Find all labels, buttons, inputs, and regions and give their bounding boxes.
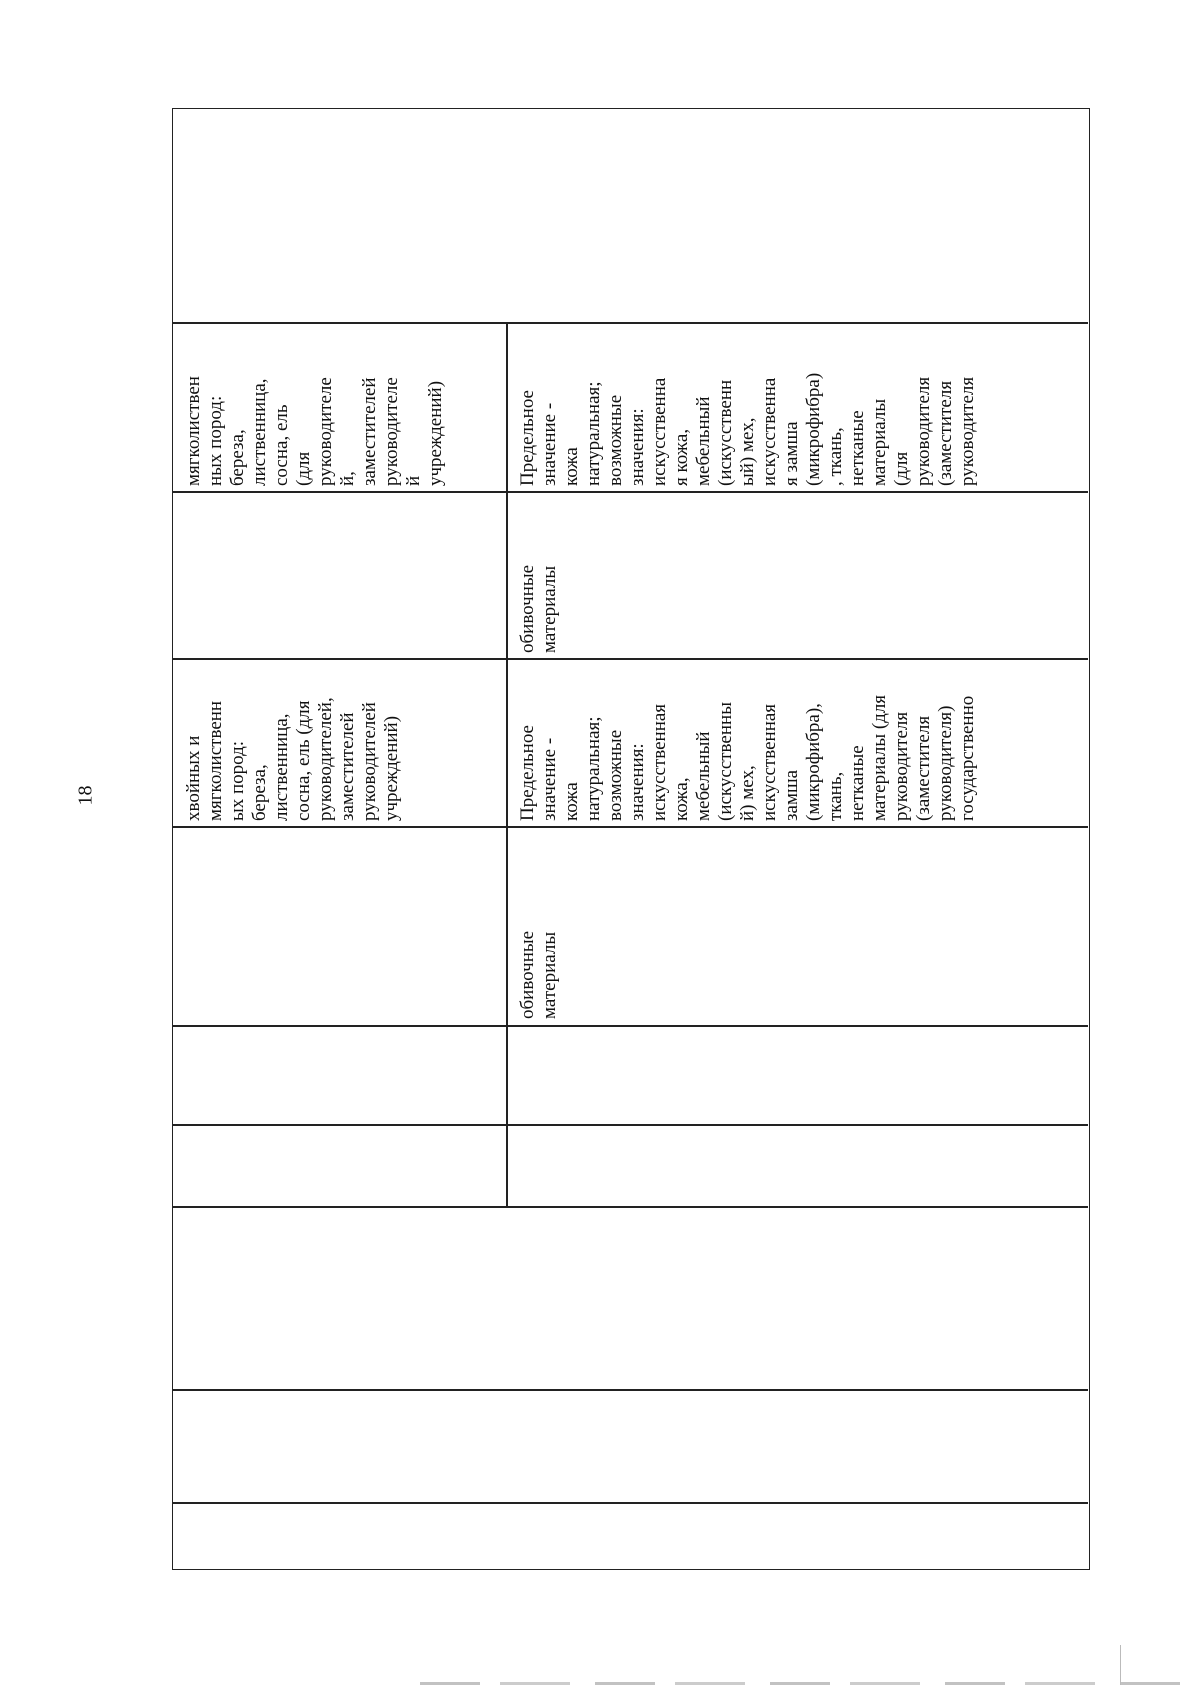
table-rule [173, 1124, 1088, 1126]
upholstery-cell-right: Предельное значение - кожа натуральная; возможные значения: искусственна я кожа, мебельный (искусственн ый) мех, искусственна я замша (микрофибра) , ткань, нетканые материалы (для руководителя (заместителя руководителя [517, 372, 978, 486]
upholstery-label-right: обивочные материалы [517, 564, 560, 653]
scan-artifact [1120, 1645, 1121, 1685]
table-rule [173, 658, 1088, 660]
species-cell-right: мягколиствен ных пород: береза, лиственница, сосна, ель (для руководителе й, заместителей руководителе й учреждений) [183, 376, 446, 486]
scan-artifact [420, 1682, 1200, 1685]
table-rule [173, 322, 1088, 324]
page-number: 18 [74, 785, 97, 806]
table-frame [172, 108, 1090, 1570]
table-rule [173, 1206, 1088, 1208]
table-rule [506, 322, 508, 1206]
table-rule [173, 1025, 1088, 1027]
table-rule [173, 491, 1088, 493]
species-cell-left: хвойных и мягколиственн ых пород: береза, лиственница, сосна, ель (для руководителей, заместителей руководителей учреждений) [183, 697, 402, 821]
upholstery-label-left: обивочные материалы [517, 930, 560, 1019]
upholstery-cell-left: Предельное значение - кожа натуральная; возможные значения: искусственная кожа, мебельный (искусственны й) мех, искусственная замша (микрофибра), ткань, нетканые материалы (для руководителя (заместителя руководителя) государственно [517, 694, 978, 821]
table-rule [173, 826, 1088, 828]
table-rule [173, 1502, 1088, 1504]
table-rule [173, 1389, 1088, 1391]
